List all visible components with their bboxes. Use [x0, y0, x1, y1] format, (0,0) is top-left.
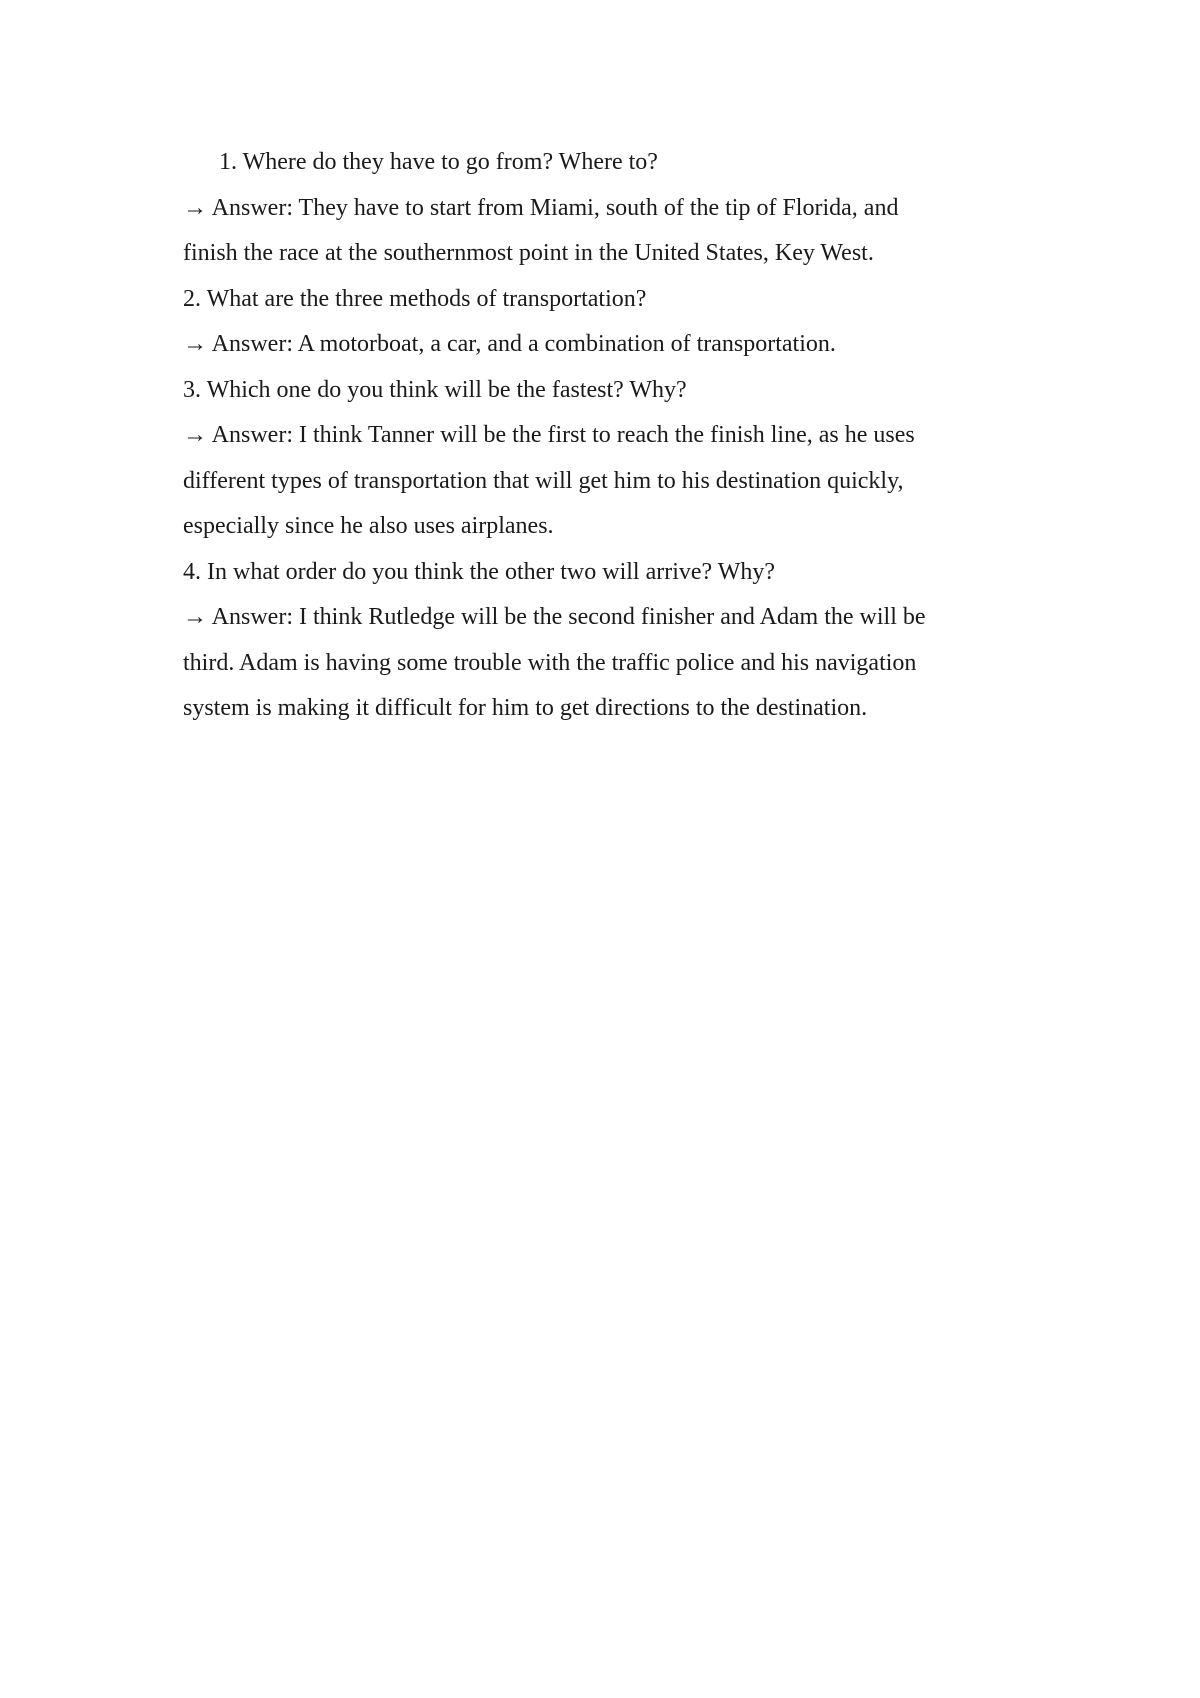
question-3: 3. Which one do you think will be the fastest? Why?: [183, 376, 687, 403]
answer-4-line-3: system is making it difficult for him to get directions to the destination.: [183, 695, 868, 721]
answer-3-line-3: especially since he also uses airplanes.: [183, 513, 554, 539]
question-1: 1. Where do they have to go from? Where to?: [219, 149, 658, 175]
answer-2: → Answer: A motorboat, a car, and a combination of transportation.: [183, 331, 836, 357]
answer-4-line-1: → Answer: I think Rutledge will be the second finisher and Adam the will be: [183, 604, 926, 630]
answer-3-line-2: different types of transportation that will get him to his destination quickly,: [183, 467, 904, 494]
question-4: 4. In what order do you think the other two will arrive? Why?: [183, 558, 776, 585]
answer-1-line-2: finish the race at the southernmost point in the United States, Key West.: [183, 240, 874, 266]
answer-1-line-1: → Answer: They have to start from Miami, south of the tip of Florida, and: [183, 194, 899, 221]
question-2: 2. What are the three methods of transportation?: [183, 285, 647, 312]
answer-4-line-2: third. Adam is having some trouble with the traffic police and his navigation: [183, 649, 917, 676]
question-answer-text: [183, 140, 1023, 732]
answer-3-line-1: → Answer: I think Tanner will be the first to reach the finish line, as he uses: [183, 422, 915, 448]
